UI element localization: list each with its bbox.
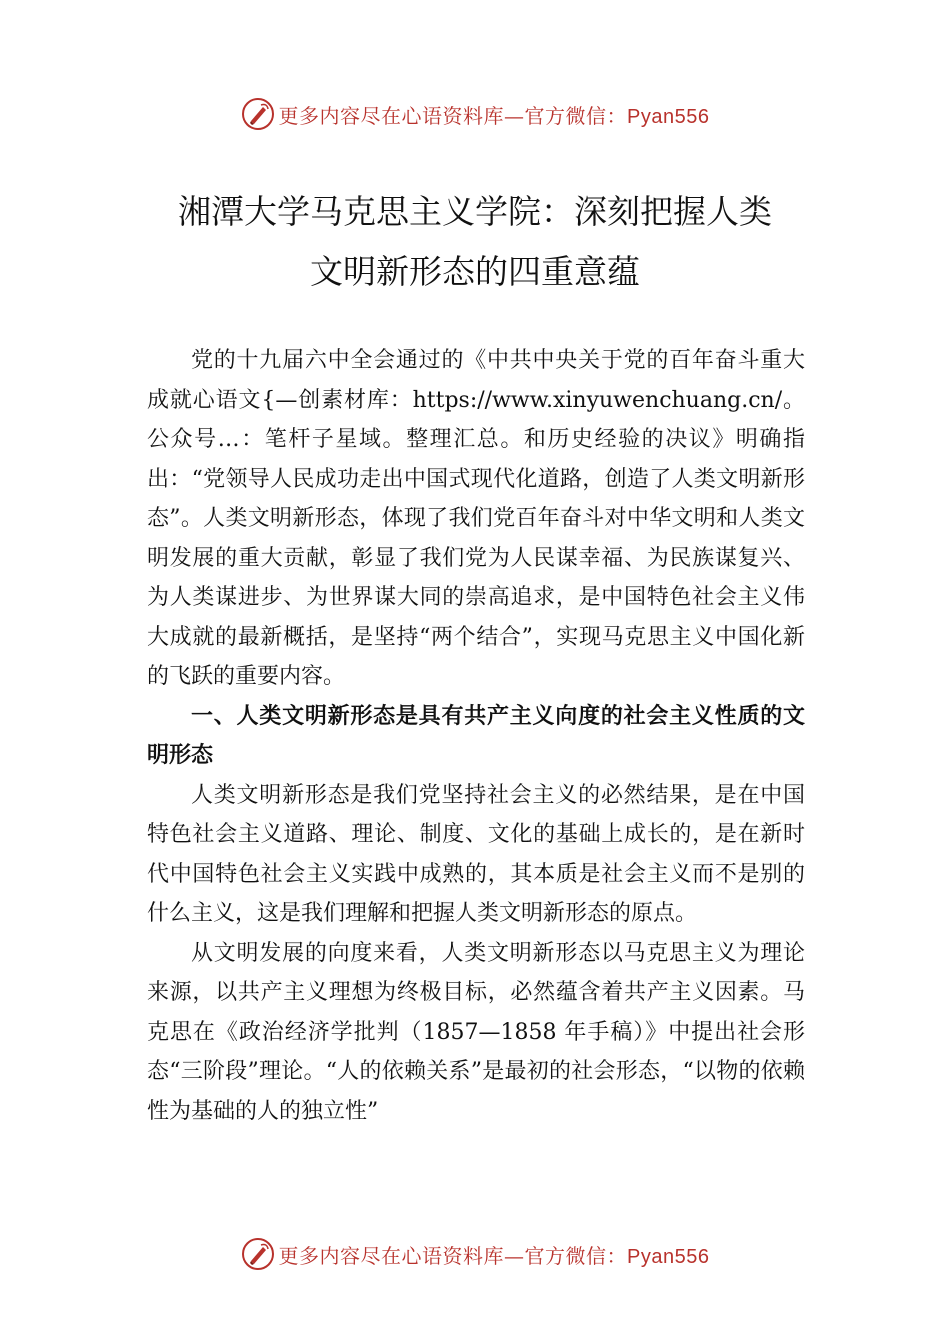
header-banner	[0, 94, 950, 134]
pen-logo-icon	[241, 1237, 275, 1271]
banner-library-text: 更多内容尽在心语资料库—	[278, 103, 525, 128]
document-title	[0, 182, 950, 302]
paragraph-2: 人类文明新形态是我们党坚持社会主义的必然结果，是在中国特色社会主义道路、理论、制度、文化的基础上成长的，是在新时代中国特色社会主义实践中成熟的，其本质是社会主义而不是别的什么主义，这是我们理解和把握人类文明新形态的原点。	[147, 782, 805, 926]
footer-banner	[0, 1234, 950, 1274]
title-line-1: 湘潭大学马克思主义学院：深刻把握人类	[178, 192, 772, 231]
banner-library-text: 更多内容尽在心语资料库—	[278, 1243, 525, 1268]
banner-wechat-id: Pyan556	[627, 105, 710, 128]
paragraph-3: 从文明发展的向度来看，人类文明新形态以马克思主义为理论来源，以共产主义理想为终极目标，必然蕴含着共产主义因素。马克思在《政治经济学批判（1857—1858 年手稿）》中提出社会形态“三阶段”理论。“人的依赖关系”是最初的社会形态，“以物的依赖性为基础的人的独立性”	[147, 940, 805, 1124]
banner-wechat-label: 官方微信：	[524, 1243, 628, 1268]
banner-text	[279, 1240, 710, 1269]
banner-text	[279, 100, 710, 129]
banner-wechat-id: Pyan556	[627, 1245, 710, 1268]
section-heading-1: 一、人类文明新形态是具有共产主义向度的社会主义性质的文明形态	[147, 703, 805, 768]
title-line-2: 文明新形态的四重意蕴	[310, 252, 640, 291]
pen-logo-icon	[241, 97, 275, 131]
document-body	[147, 341, 805, 1131]
banner-wechat-label: 官方微信：	[524, 103, 628, 128]
paragraph-intro: 党的十九届六中全会通过的《中共中央关于党的百年奋斗重大成就心语文{—创素材库：https://www.xinyuwenchuang.cn/。公众号…：笔杆子星域。整理汇总。和历史经验的决议》明确指出：“党领导人民成功走出中国式现代化道路，创造了人类文明新形态”。人类文明新形态，体现了我们党百年奋斗对中华文明和人类文明发展的重大贡献，彰显了我们党为人民谋幸福、为民族谋复兴、为人类谋进步、为世界谋大同的崇高追求，是中国特色社会主义伟大成就的最新概括，是坚持“两个结合”，实现马克思主义中国化新的飞跃的重要内容。	[147, 348, 805, 689]
